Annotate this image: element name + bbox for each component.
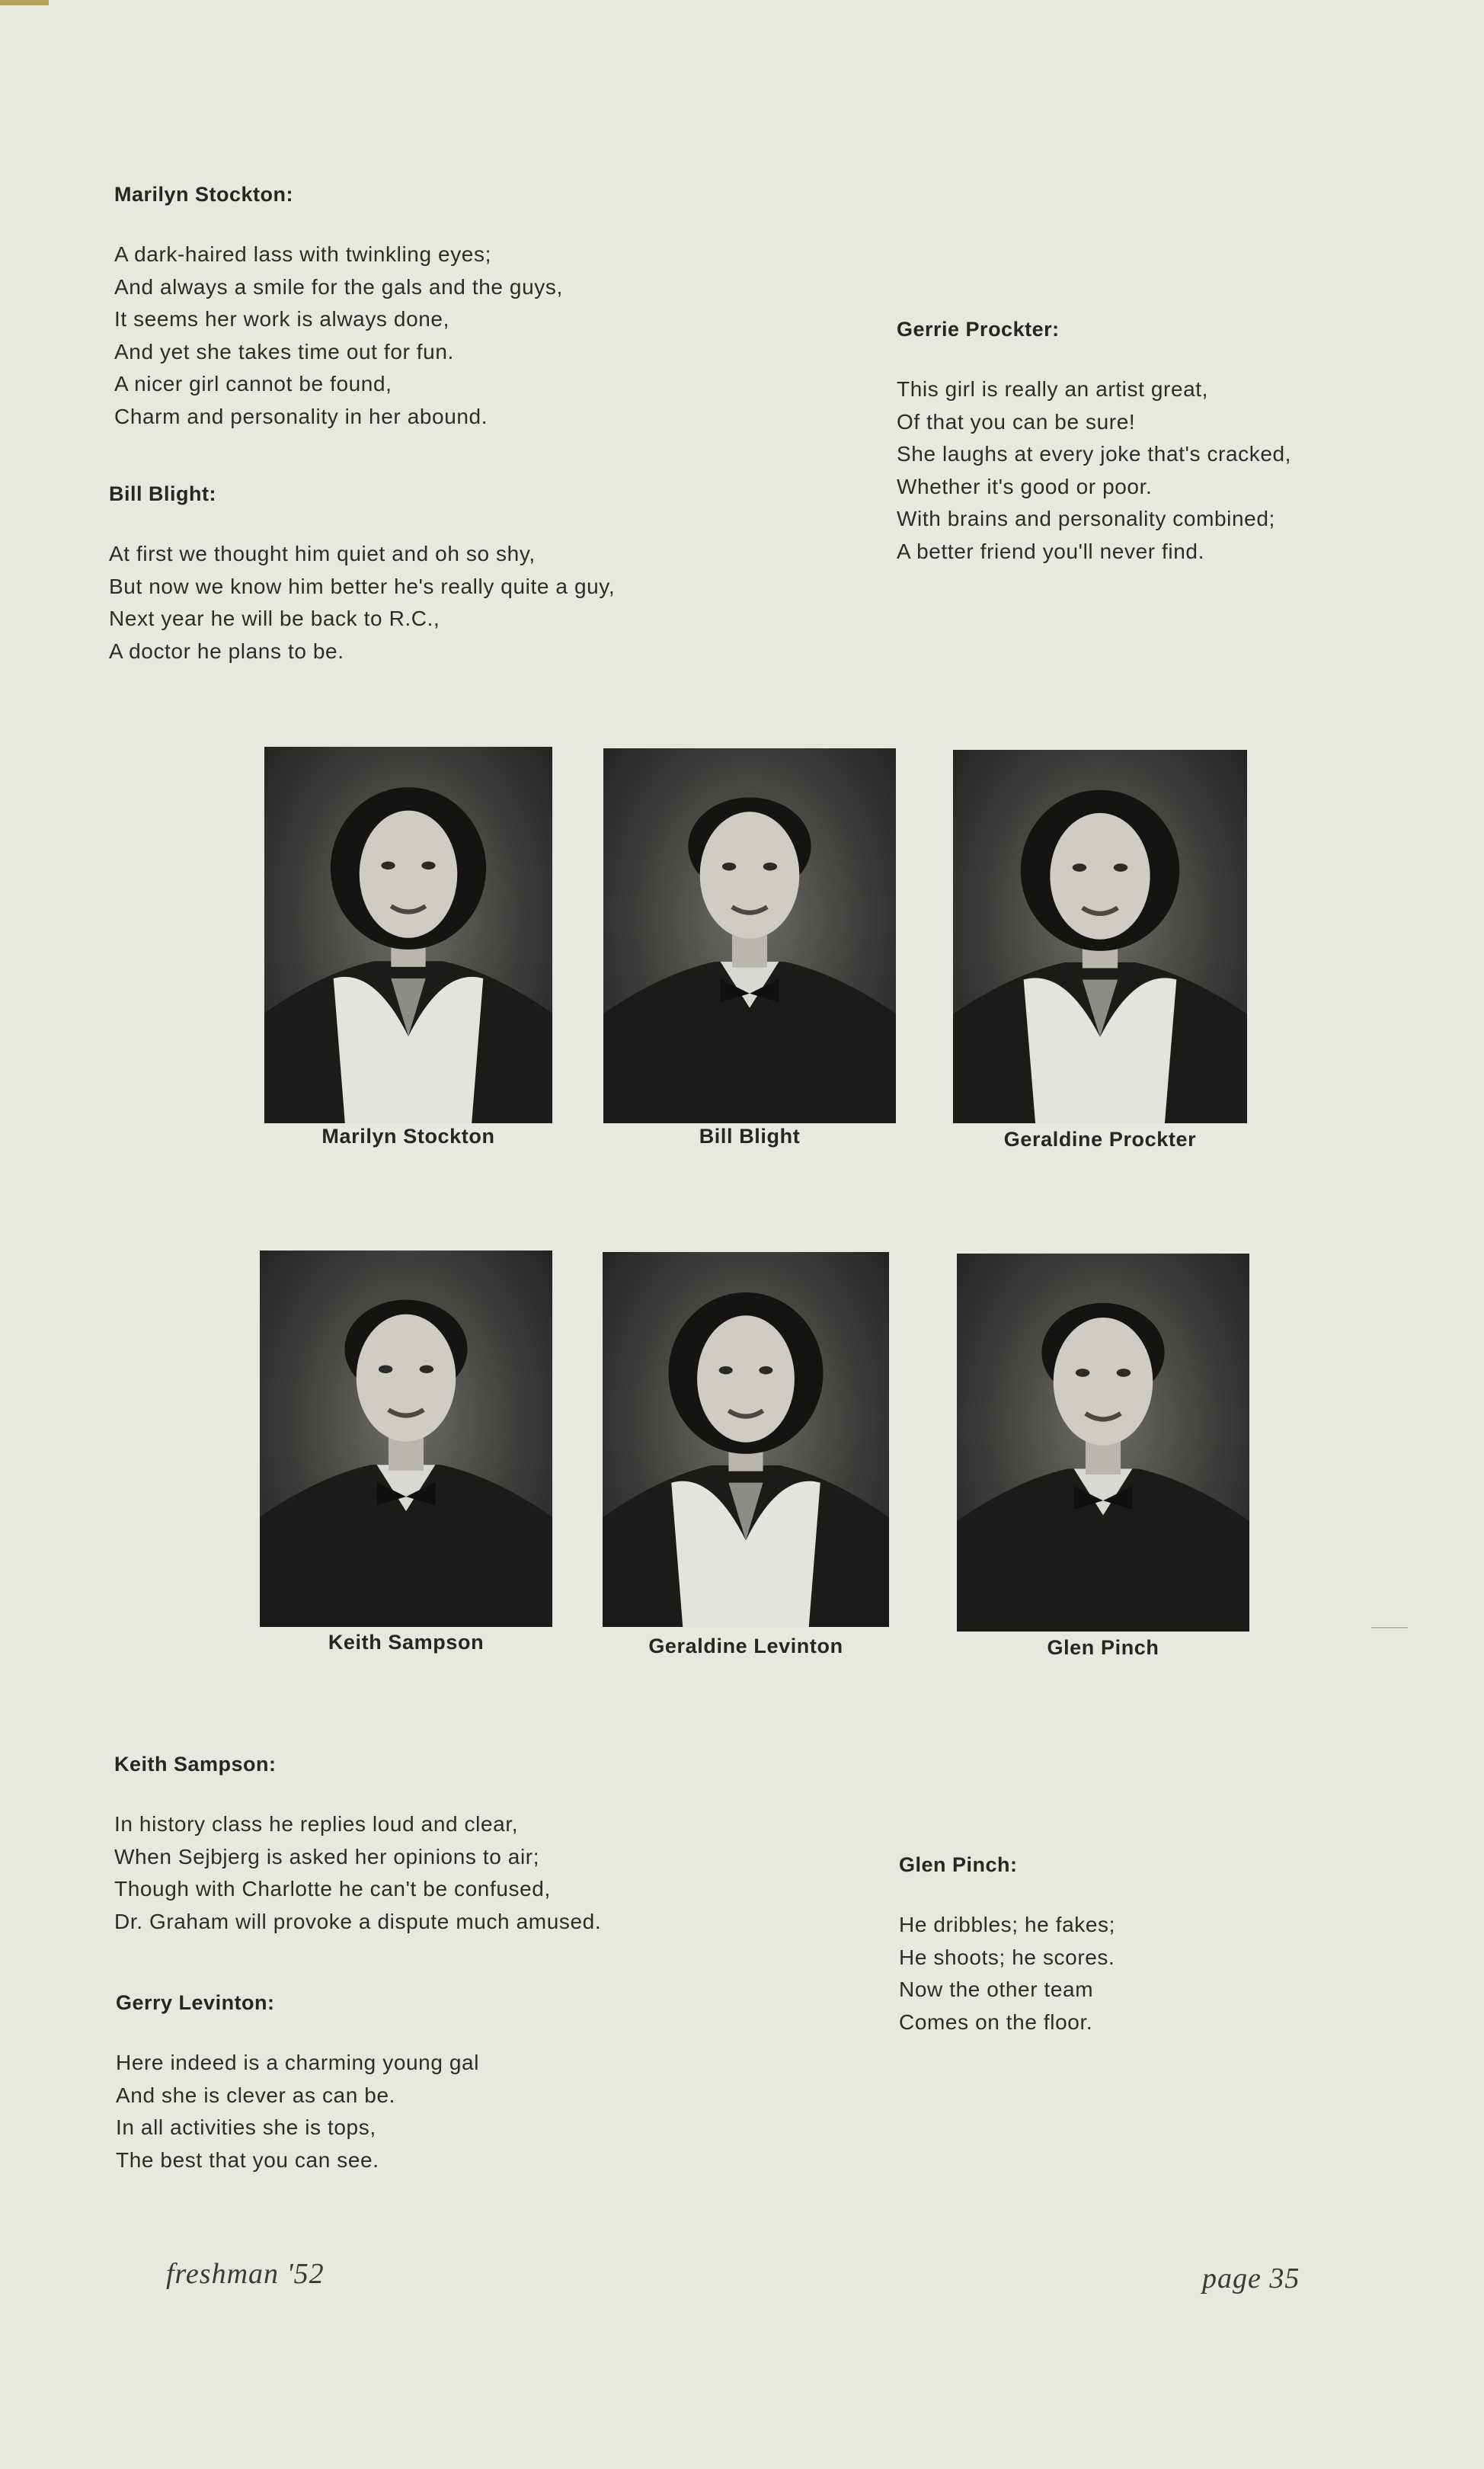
poem-line: And yet she takes time out for fun. [114,339,454,363]
portrait-photo [603,1252,889,1627]
face-shape [1050,813,1150,940]
poem-title: Gerry Levinton: [116,1991,275,2014]
poem-line: He dribbles; he fakes; [899,1913,1116,1936]
poem-title: Marilyn Stockton: [114,183,294,206]
portrait-caption: Geraldine Prockter [1003,1128,1197,1151]
poem-line: Here indeed is a charming young gal [116,2051,480,2074]
eye-shape [1114,863,1128,872]
poem-line: The best that you can see. [116,2147,379,2172]
poem-line: But now we know him better he's really quite a guy, [109,574,616,598]
poem-line: In all activities she is tops, [116,2115,376,2139]
poem-line: With brains and personality combined; [897,507,1275,530]
eye-shape [421,861,435,869]
poem-line: Whether it's good or poor. [897,474,1153,498]
poem-line: Comes on the floor. [899,2009,1093,2034]
eye-shape [719,1366,733,1375]
poem-line: And always a smile for the gals and the guys, [114,274,563,299]
poem-line: A dark-haired lass with twinkling eyes; [114,242,491,266]
poem-title: Gerrie Prockter: [897,318,1060,341]
face-shape [357,1315,456,1442]
poem-line: At first we thought him quiet and oh so shy, [109,542,536,565]
eye-shape [1073,863,1087,872]
portrait-photo [957,1254,1249,1632]
poem-line: He shoots; he scores. [899,1945,1115,1969]
eye-shape [379,1365,392,1373]
poem-line: And she is clever as can be. [116,2083,395,2107]
face-shape [697,1315,795,1443]
poem-line: This girl is really an artist great, [897,377,1209,401]
poem-gerry-levinton [116,1991,479,2176]
portrait-caption: Bill Blight [699,1125,801,1148]
poem-line: When Sejbjerg is asked her opinions to air; [114,1844,540,1869]
poem-keith-sampson [114,1753,601,1938]
portrait-photo [953,750,1247,1123]
portrait-photo [603,748,896,1123]
poem-line: Now the other team [899,1977,1094,2001]
poem-bill-blight [109,482,615,668]
poem-line: In history class he replies loud and clear, [114,1812,519,1836]
poem-marilyn-stockton [114,183,563,433]
eye-shape [763,863,777,871]
eye-shape [759,1366,772,1375]
poem-line: Charm and personality in her abound. [114,404,488,428]
poem-line: Next year he will be back to R.C., [109,607,440,630]
eye-shape [1117,1369,1131,1377]
poem-line: A nicer girl cannot be found, [114,372,392,395]
poem-line: Dr. Graham will provoke a dispute much amused. [114,1909,602,1933]
poem-line: A better friend you'll never find. [897,539,1204,563]
eye-shape [1076,1369,1089,1377]
portrait-caption: Geraldine Levinton [648,1635,843,1657]
face-shape [1054,1318,1153,1446]
poem-title: Keith Sampson: [114,1753,277,1776]
eye-shape [722,863,736,871]
poem-title: Glen Pinch: [899,1853,1018,1876]
portrait-caption: Marilyn Stockton [321,1125,495,1148]
poem-glen-pinch [899,1853,1115,2038]
poem-line: Of that you can be sure! [897,409,1136,434]
poem-line: A doctor he plans to be. [109,639,344,663]
eye-shape [420,1365,433,1373]
portrait-caption: Keith Sampson [328,1631,485,1654]
poem-line: She laughs at every joke that's cracked, [897,442,1292,466]
face-shape [700,812,800,939]
poem-gerrie-prockter [897,318,1291,568]
face-shape [360,811,458,938]
poem-title: Bill Blight: [109,482,216,505]
page-corner-tab [0,0,49,5]
poem-line: It seems her work is always done, [114,307,449,331]
footer-left-text: freshman '52 [166,2258,325,2290]
footer-page-number: page 35 [1202,2262,1300,2294]
margin-mark [1371,1627,1408,1628]
portrait-photo [260,1251,552,1627]
eye-shape [381,861,395,869]
poem-line: Though with Charlotte he can't be confused, [114,1877,551,1901]
portrait-caption: Glen Pinch [1047,1636,1159,1659]
portrait-photo [264,747,552,1123]
